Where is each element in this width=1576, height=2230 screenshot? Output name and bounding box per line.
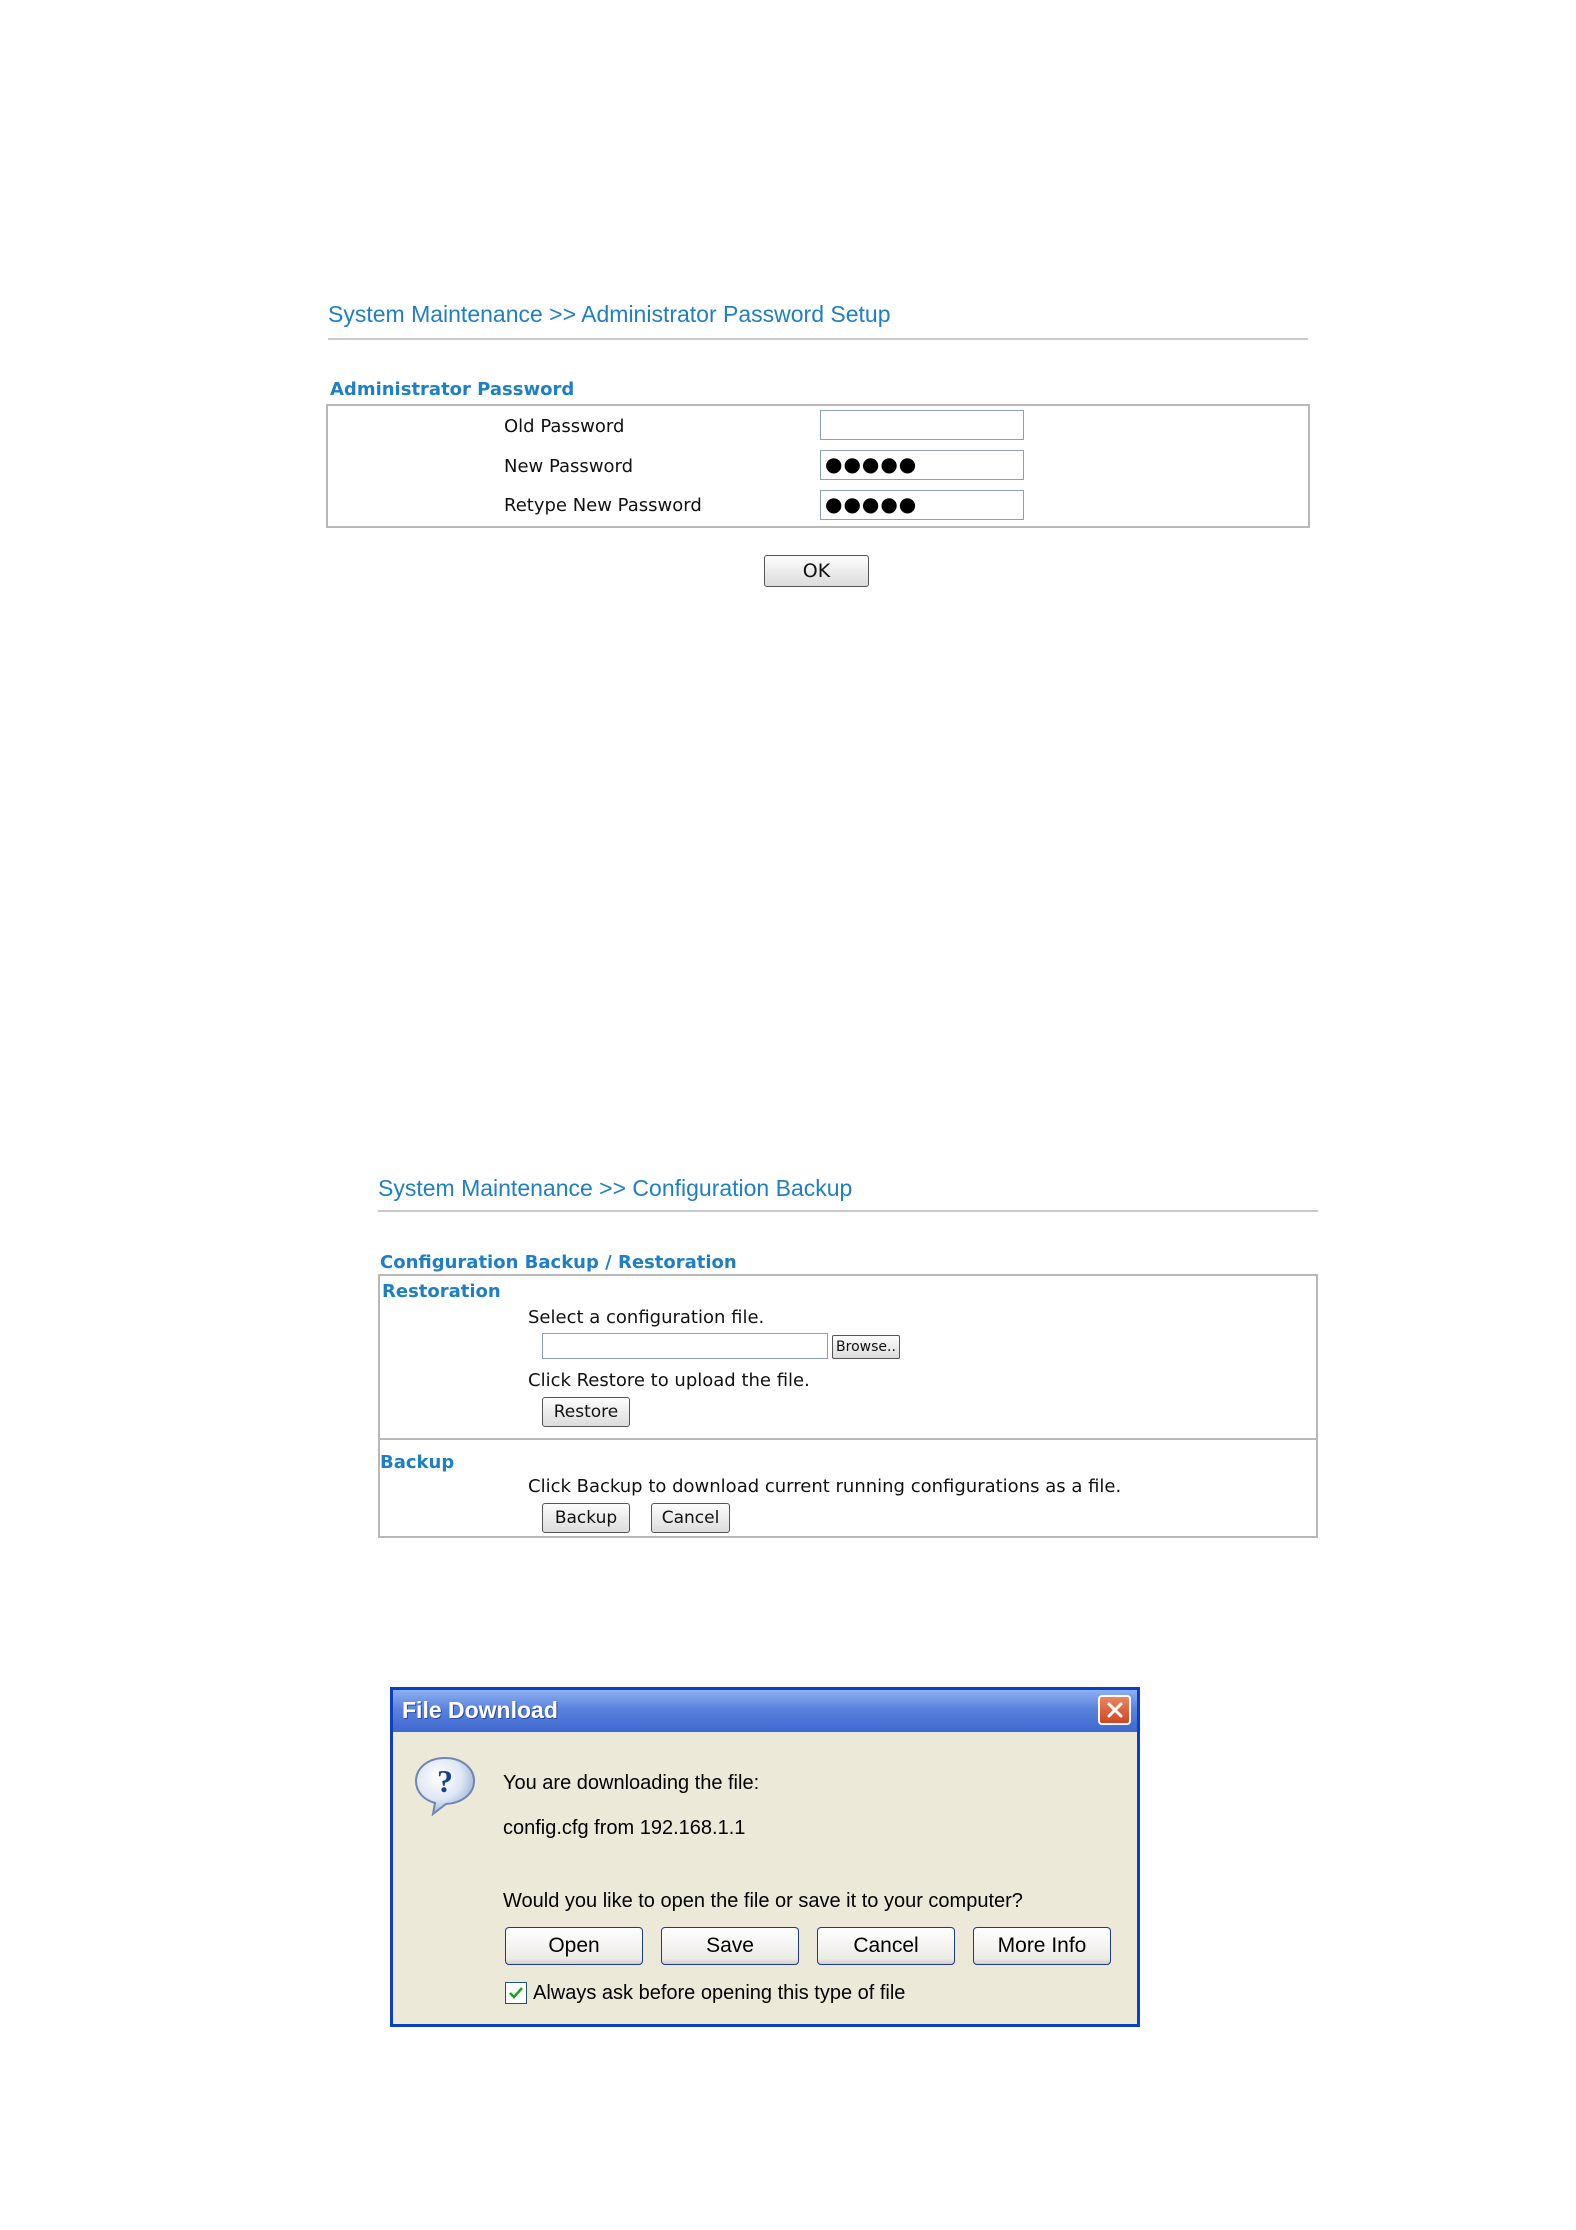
title-divider <box>378 1210 1318 1212</box>
backup-hint-text: Click Backup to download current running configurations as a file. <box>528 1476 1122 1497</box>
svg-text:?: ? <box>437 1763 453 1799</box>
new-password-label: New Password <box>504 456 634 477</box>
config-file-input[interactable] <box>542 1333 828 1359</box>
restoration-label: Restoration <box>382 1281 501 1302</box>
backup-group-label: Configuration Backup / Restoration <box>380 1252 737 1273</box>
dialog-line1: You are downloading the file: <box>503 1772 760 1794</box>
password-page-title: System Maintenance >> Administrator Password Setup <box>328 301 891 327</box>
file-download-dialog <box>390 1687 1140 2027</box>
new-password-input[interactable]: ●●●●● <box>820 450 1024 480</box>
close-icon <box>1106 1701 1124 1719</box>
dialog-titlebar[interactable] <box>393 1690 1137 1732</box>
backup-page-title: System Maintenance >> Configuration Backup <box>378 1175 853 1201</box>
section-divider <box>380 1438 1316 1440</box>
backup-panel <box>378 1274 1318 1538</box>
restore-hint-text: Click Restore to upload the file. <box>528 1370 810 1391</box>
backup-button[interactable]: Backup <box>542 1503 630 1533</box>
backup-label: Backup <box>380 1452 455 1473</box>
select-file-text: Select a configuration file. <box>528 1307 765 1328</box>
dialog-title: File Download <box>402 1697 558 1723</box>
ok-button[interactable]: OK <box>764 555 869 587</box>
title-divider <box>328 338 1308 340</box>
always-ask-checkbox[interactable] <box>505 1982 527 2004</box>
old-password-input[interactable] <box>820 410 1024 440</box>
password-panel <box>326 404 1310 528</box>
always-ask-label[interactable]: Always ask before opening this type of file <box>533 1982 906 2004</box>
more-info-button[interactable]: More Info <box>973 1927 1111 1965</box>
dialog-line2: config.cfg from 192.168.1.1 <box>503 1817 746 1839</box>
cancel-button[interactable]: Cancel <box>817 1927 955 1965</box>
question-icon <box>413 1754 477 1818</box>
save-button[interactable]: Save <box>661 1927 799 1965</box>
retype-password-input[interactable]: ●●●●● <box>820 490 1024 520</box>
password-group-label: Administrator Password <box>330 379 575 400</box>
retype-password-label: Retype New Password <box>504 495 702 516</box>
cancel-button[interactable]: Cancel <box>651 1503 730 1533</box>
old-password-label: Old Password <box>504 416 625 437</box>
dialog-question: Would you like to open the file or save it to your computer? <box>503 1890 1023 1912</box>
close-button[interactable] <box>1098 1695 1131 1725</box>
restore-button[interactable]: Restore <box>542 1397 630 1427</box>
browse-button[interactable]: Browse.. <box>832 1335 900 1359</box>
checkmark-icon <box>508 1985 524 2001</box>
open-button[interactable]: Open <box>505 1927 643 1965</box>
